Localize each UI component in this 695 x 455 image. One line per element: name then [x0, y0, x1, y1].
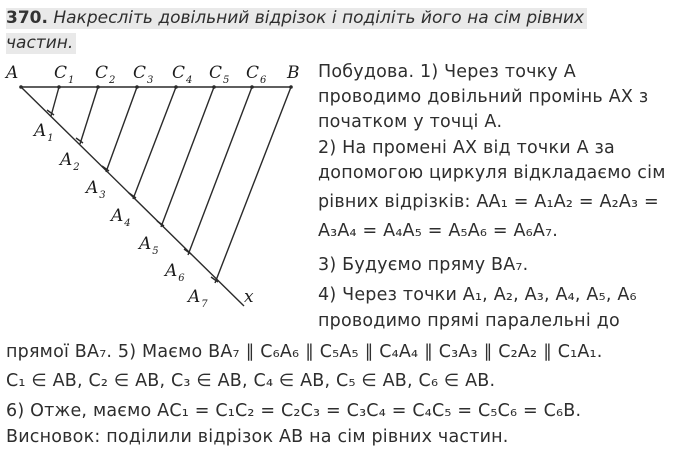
point-top-5: [212, 85, 216, 89]
heading-line-2: частин.: [6, 33, 76, 54]
top-label-2: $C_2$: [95, 63, 116, 86]
solution-line-5: допомогою циркуля відкладаємо сім: [318, 163, 666, 183]
ray-label-7: $A_7$: [188, 287, 208, 310]
solution-line-13: 6) Отже, маємо АС₁ = С₁С₂ = С₂С₃ = С₃С₄ = С₄С₅ = С₅С₆ = С₆В.: [6, 401, 582, 421]
solution-line-7: А₃А₄ = А₄А₅ = А₅А₆ = А₆А₇.: [318, 221, 559, 241]
parallel-line-3: [106, 87, 137, 172]
exercise-number: 370.: [6, 8, 48, 28]
solution-line-2: проводимо довільний промінь АХ з: [318, 87, 649, 107]
figure-lines: [19, 85, 293, 306]
top-label-5: $C_5$: [209, 63, 230, 86]
ray-label-5: $A_5$: [139, 234, 159, 257]
solution-line-1: Побудова. 1) Через точку А: [318, 62, 576, 82]
exercise-heading: [6, 6, 632, 56]
solution-line-12: С₁ ∈ АВ, С₂ ∈ АВ, С₃ ∈ АВ, С₄ ∈ АВ, С₅ ∈ АВ, С₆ ∈ АВ.: [6, 371, 496, 391]
top-label-4: $C_4$: [172, 63, 193, 86]
point-top-7: [289, 85, 293, 89]
point-top-3: [135, 85, 139, 89]
top-label-0: A: [6, 63, 19, 83]
point-top-4: [174, 85, 178, 89]
point-top-0: [19, 85, 23, 89]
solution-line-14: Висновок: поділили відрізок АВ на сім рівних частин.: [6, 427, 509, 447]
solution-line-3: початком у точці А.: [318, 112, 503, 132]
ray-label-1: $A_1$: [34, 121, 54, 144]
construction-figure: [0, 56, 318, 316]
parallel-line-2: [80, 87, 98, 144]
ray-label-3: $A_3$: [86, 178, 106, 201]
ray-end-label: x: [244, 287, 254, 307]
solution-line-4: 2) На промені АХ від точки А за: [318, 138, 615, 158]
ray-label-6: $A_6$: [165, 261, 185, 284]
solution-line-8: 3) Будуємо пряму ВА₇.: [318, 255, 529, 275]
solution-line-6: рівних відрізків: АА₁ = А₁А₂ = А₂А₃ =: [318, 192, 659, 212]
point-top-2: [96, 85, 100, 89]
line-b-a7: [215, 87, 291, 283]
solution-line-9: 4) Через точки А₁, А₂, А₃, А₄, А₅, А₆: [318, 285, 637, 305]
parallel-line-4: [133, 87, 176, 199]
ray-label-4: $A_4$: [111, 206, 131, 229]
parallel-line-1: [51, 87, 59, 116]
top-label-6: $C_6$: [246, 63, 267, 86]
solution-line-11: прямої ВА₇. 5) Маємо ВА₇ ∥ С₆А₆ ∥ С₅А₅ ∥ С₄А₄ ∥ С₃А₃ ∥ С₂А₂ ∥ С₁А₁.: [6, 342, 603, 362]
point-top-1: [57, 85, 61, 89]
point-top-6: [250, 85, 254, 89]
figure-labels: [4, 63, 300, 310]
solution-line-10: проводимо прямі паралельні до: [318, 311, 620, 331]
parallel-line-6: [188, 87, 252, 255]
top-label-1: $C_1$: [54, 63, 75, 86]
top-label-3: $C_3$: [133, 63, 154, 86]
ray-label-2: $A_2$: [60, 150, 80, 173]
heading-line-1: [6, 8, 587, 29]
exercise-text: Накресліть довільний відрізок і поділіть його на сім рівних: [53, 8, 585, 28]
top-label-7: B: [287, 63, 300, 83]
